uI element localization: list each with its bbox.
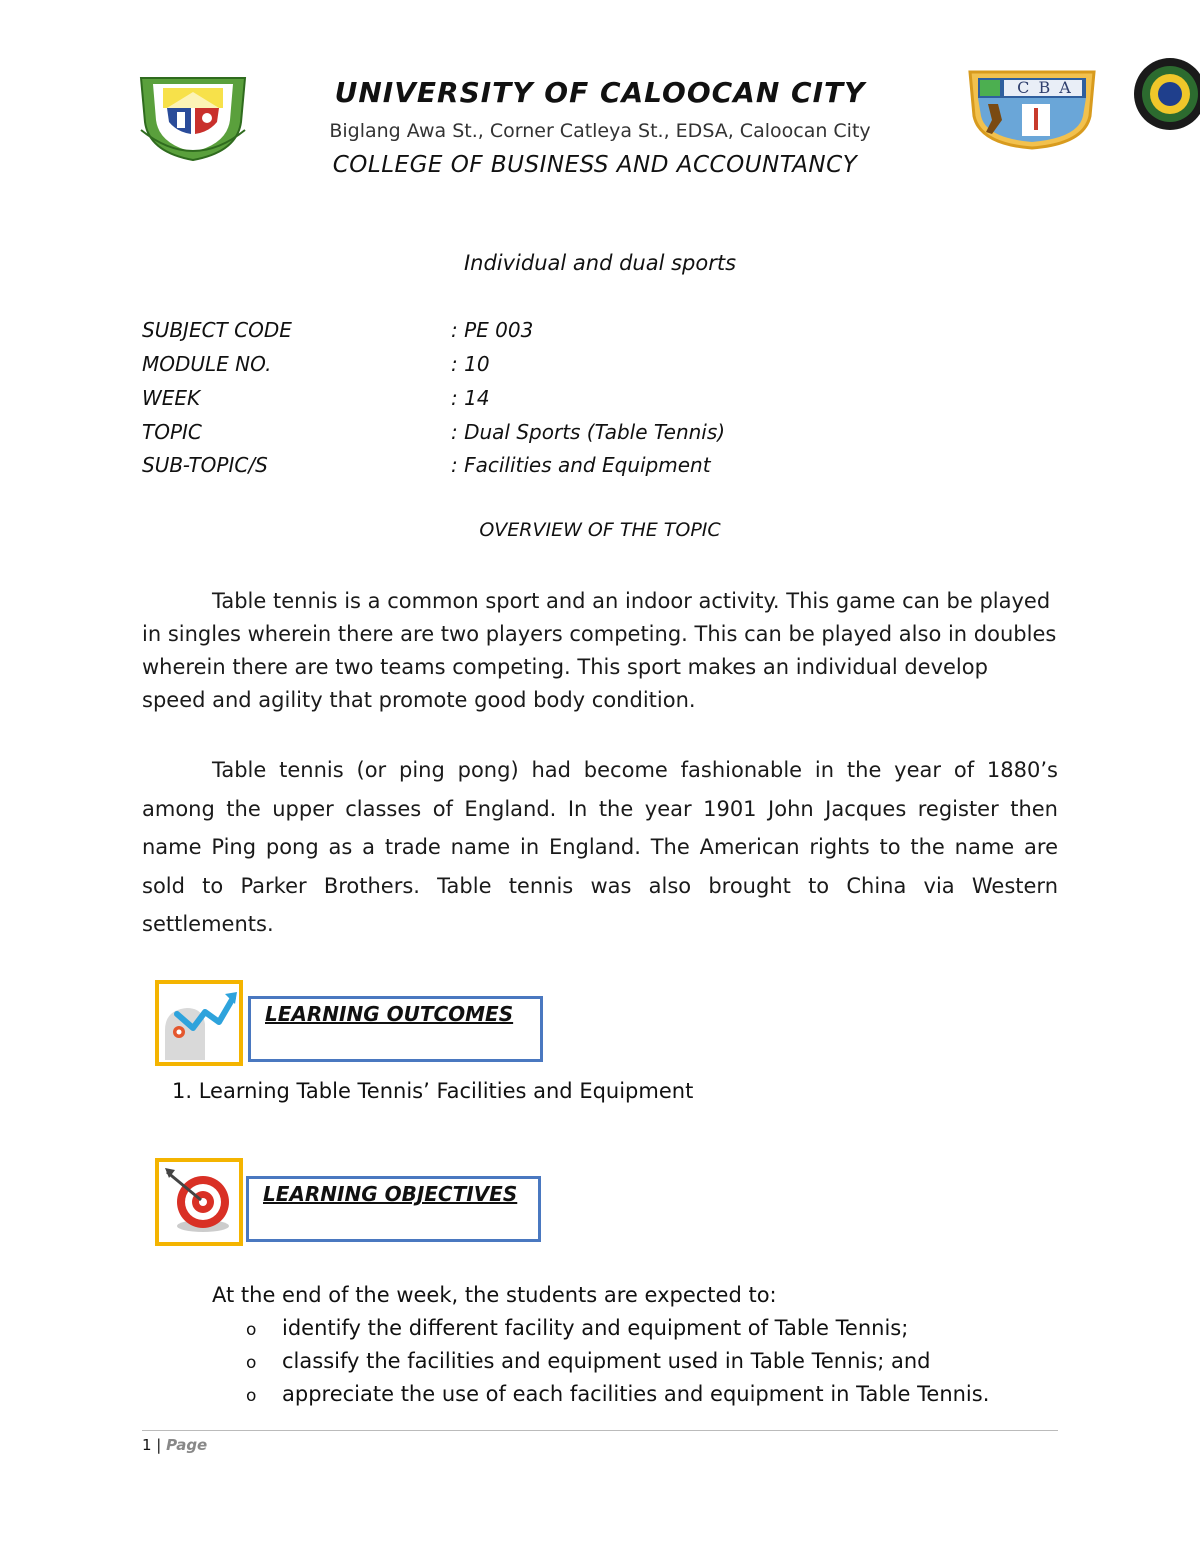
learning-outcomes-box bbox=[248, 996, 543, 1062]
footer-divider bbox=[142, 1430, 1058, 1431]
learning-outcomes-heading: LEARNING OUTCOMES bbox=[265, 1002, 514, 1026]
page-label: Page bbox=[166, 1436, 208, 1454]
info-value: : Facilities and Equipment bbox=[451, 453, 711, 477]
page-footer bbox=[142, 1436, 207, 1454]
objective-item bbox=[246, 1316, 908, 1340]
info-label: SUBJECT CODE bbox=[142, 318, 292, 342]
history-paragraph: Table tennis (or ping pong) had become fashionable in the year of 1880’s among the upper classes of England. In the year 1901 John Jacques register then name Ping pong as a trade name in England. The American rights to the name are sold to Parker Brothers. Table tennis was also brought to China via Western settlements. bbox=[142, 758, 1058, 936]
bullet-marker: o bbox=[246, 1386, 257, 1406]
info-label: TOPIC bbox=[142, 420, 202, 444]
objective-text: identify the different facility and equipment of Table Tennis; bbox=[282, 1316, 909, 1340]
overview-paragraph: Table tennis is a common sport and an indoor activity. This game can be played in singles wherein there are two players competing. This can be played also in doubles wherein there are two teams competing. This sport makes an individual develop speed and agility that promote good body condition. bbox=[142, 589, 1057, 712]
learning-objectives-heading: LEARNING OBJECTIVES bbox=[263, 1182, 518, 1206]
outcome-item: 1. Learning Table Tennis’ Facilities and Equipment bbox=[172, 1079, 694, 1103]
info-label: MODULE NO. bbox=[142, 352, 272, 376]
objective-text: appreciate the use of each facilities and equipment in Table Tennis. bbox=[282, 1382, 990, 1406]
info-label: WEEK bbox=[142, 386, 201, 410]
college-name: COLLEGE OF BUSINESS AND ACCOUNTANCY bbox=[332, 152, 858, 178]
info-value: : 10 bbox=[451, 352, 490, 376]
bullet-marker: o bbox=[246, 1320, 257, 1340]
growth-chart-icon bbox=[155, 980, 243, 1066]
bullet-marker: o bbox=[246, 1353, 257, 1373]
university-address: Biglang Awa St., Corner Catleya St., EDSA, Caloocan City bbox=[329, 120, 871, 142]
page-number: 1 | bbox=[142, 1436, 162, 1454]
objective-text: classify the facilities and equipment used in Table Tennis; and bbox=[282, 1349, 931, 1373]
objective-item bbox=[246, 1349, 930, 1373]
document-title: Individual and dual sports bbox=[463, 251, 737, 275]
info-value: : PE 003 bbox=[451, 318, 534, 342]
learning-objectives-box bbox=[246, 1176, 541, 1242]
objectives-intro: At the end of the week, the students are expected to: bbox=[212, 1283, 777, 1307]
university-name: UNIVERSITY OF CALOOCAN CITY bbox=[334, 76, 866, 109]
objective-item bbox=[246, 1382, 989, 1406]
overview-heading: OVERVIEW OF THE TOPIC bbox=[479, 519, 721, 541]
target-icon bbox=[155, 1158, 243, 1246]
info-value: : Dual Sports (Table Tennis) bbox=[451, 420, 726, 444]
partial-seal-logo bbox=[1118, 54, 1200, 130]
cba-logo-text: C B A bbox=[1017, 78, 1073, 97]
info-label: SUB-TOPIC/S bbox=[142, 453, 268, 477]
info-value: : 14 bbox=[451, 386, 490, 410]
